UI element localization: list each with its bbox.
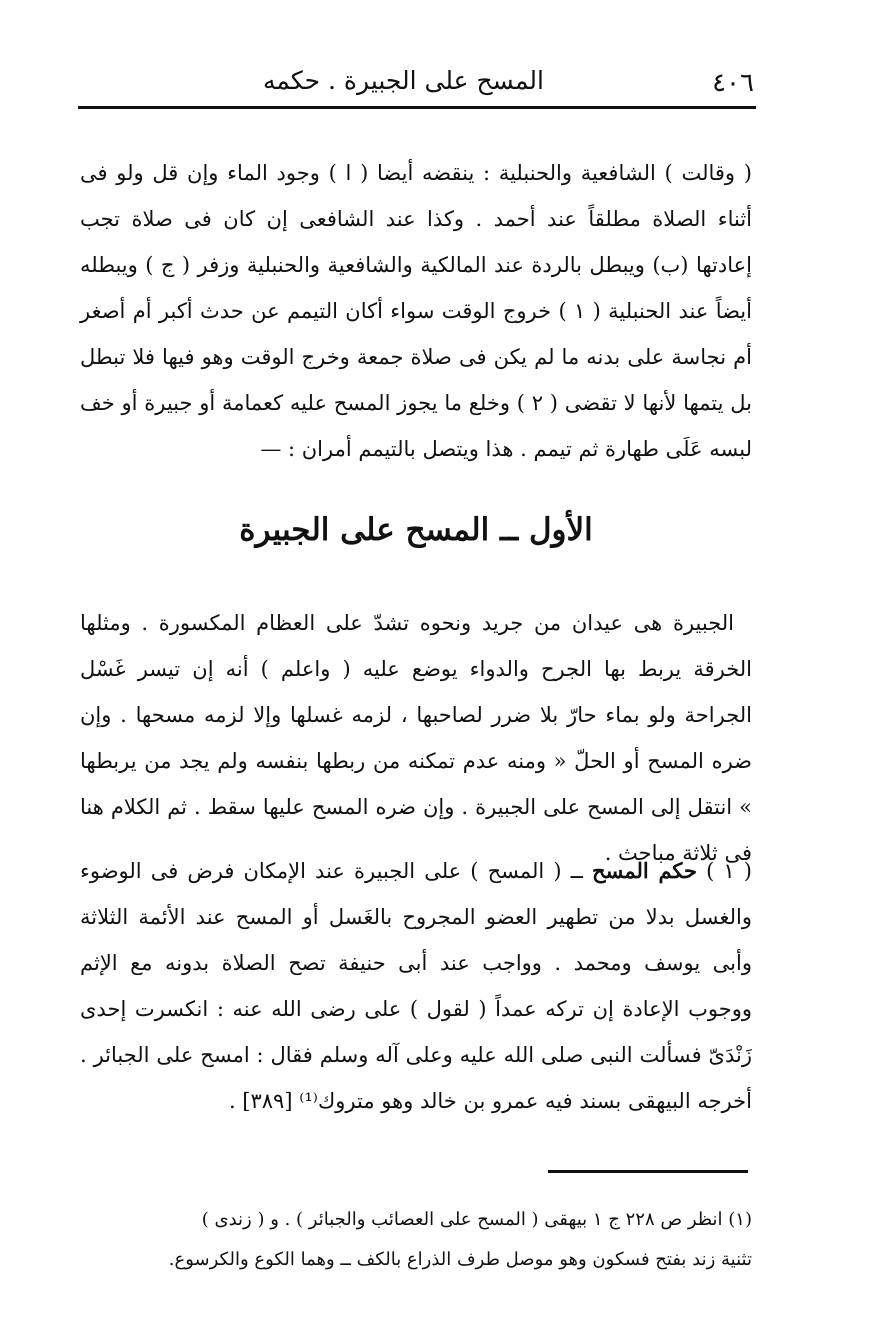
running-title: المسح على الجبيرة . حكمه [262,66,544,95]
paragraph-jabira-definition: الجبيرة هى عيدان من جريد ونحوه تشدّ على العظام المكسورة . ومثلها الخرقة يربط بها الجرح والدواء يوضع عليه ( واعلم ) أنه إن تيسر غَسْل الجراحة ولو بماء حارّ بلا ضرر لصاحبها ، لزمه غسلها وإلا لزمه مسحها . وإن ضره المسح أو الحلّ « ومنه عدم تمكنه من ربطها بنفسه ولم يجد من يربطها » انتقل إلى المسح على الجبيرة . وإن ضره المسح عليها سقط . ثم الكلام هنا فى ثلاثة مباحث . [80,611,752,865]
page-header [78,62,754,110]
footnotes [80,1200,752,1280]
footnote-line: تثنية زند بفتح فسكون وهو موصل طرف الذراع بالكف ــ وهما الكوع والكرسوع. [168,1249,752,1270]
paragraph-number: ( ١ ) [706,859,752,883]
paragraph-subheading: حكم المسح [592,858,697,883]
footnote-rule [548,1170,748,1173]
paragraph-tayammum-nullifiers: ( وقالت ) الشافعية والحنبلية : ينقضه أيضا ( ا ) وجود الماء وإن قل ولو فى أثناء الصلاة مطلقاً عند أحمد . وكذا عند الشافعى إن كان فى صلاة تجب إعادتها (ب) ويبطل بالردة عند المالكية والشافعية والحنبلية وزفر ( ج ) ويبطله أيضاً عند الحنبلية ( ١ ) خروج الوقت سواء أكان التيمم عن حدث أكبر أم أصغر أم نجاسة على بدنه ما لم يكن فى صلاة جمعة وخرج الوقت وهو فيها فلا تبطل بل يتمها لأنها لا تقضى ( ٢ ) وخلع ما يجوز المسح عليه كعمامة أو جبيرة أو خف لبسه عَلَى طهارة ثم تيمم . هذا ويتصل بالتيمم أمران : — [80,161,753,461]
paragraph-ruling-of-wiping [80,848,752,1124]
header-rule [78,106,756,109]
page-number: ٤٠٦ [712,68,754,98]
footnote-line: (١) انظر ص ٢٢٨ ج ١ بيهقى ( المسح على العصائب والجبائر ) . و ( زندى ) [201,1209,752,1230]
section-heading: الأول ــ المسح على الجبيرة [239,512,593,548]
paragraph-text: ــ ( المسح ) على الجبيرة عند الإمكان فرض فى الوضوء والغسل بدلا من تطهير العضو المجروح بالغَسل أو المسح عند الأئمة الثلاثة وأبى يوسف ومحمد . وواجب عند أبى حنيفة تصح الصلاة بدونه مع الإثم ووجوب الإعادة إن تركه عمداً ( لقول ) على رضى الله عنه : انكسرت إحدى زَنْدَىّ فسألت النبى صلى الله عليه وعلى آله وسلم فقال : امسح على الجبائر . أخرجه البيهقى بسند فيه عمرو بن خالد وهو متروك⁽¹⁾ [٣٨٩] . [80,859,752,1113]
